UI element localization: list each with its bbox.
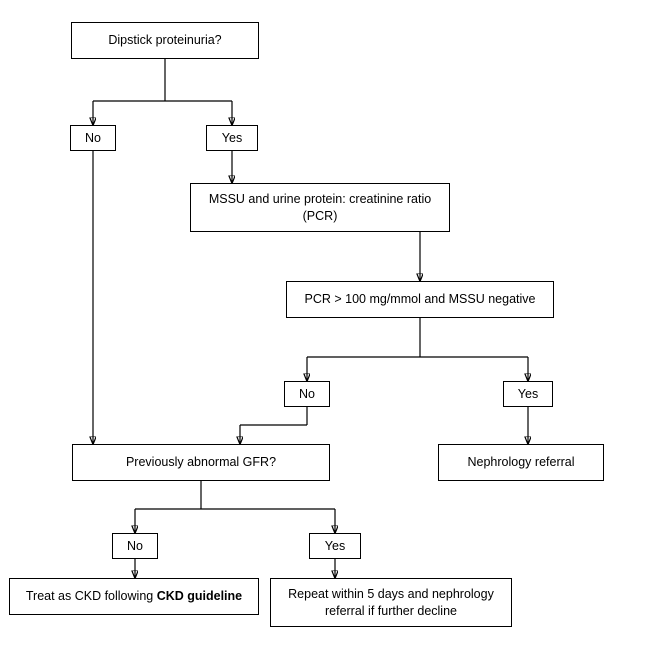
node-label: Yes: [517, 386, 539, 401]
node-label: MSSU and urine protein: creatinine ratio (PCR): [208, 191, 432, 223]
node-gfr-yes[interactable]: [309, 533, 361, 559]
node-label: No: [299, 386, 315, 401]
node-dipstick-no[interactable]: [70, 125, 116, 151]
node-label: Yes: [221, 130, 243, 145]
node-label-prefix: Treat as CKD following: [25, 589, 157, 604]
node-label: Nephrology referral: [467, 455, 575, 470]
node-label: PCR > 100 mg/mmol and MSSU negative: [304, 292, 536, 307]
node-repeat-within-5-days[interactable]: [270, 578, 512, 627]
node-treat-as-ckd[interactable]: [9, 578, 259, 615]
node-label: Repeat within 5 days and nephrology referral if further decline: [288, 586, 494, 618]
node-mssu-pcr[interactable]: [190, 183, 450, 232]
node-label: No: [127, 538, 143, 553]
node-dipstick-yes[interactable]: [206, 125, 258, 151]
node-pcr-no[interactable]: [284, 381, 330, 407]
node-label: No: [85, 130, 101, 145]
node-label: Yes: [324, 538, 346, 553]
node-label: Dipstick proteinuria?: [108, 33, 222, 48]
node-gfr-no[interactable]: [112, 533, 158, 559]
node-pcr-yes[interactable]: [503, 381, 553, 407]
node-previously-abnormal-gfr[interactable]: [72, 444, 330, 481]
node-dipstick-proteinuria[interactable]: [71, 22, 259, 59]
node-label: Previously abnormal GFR?: [125, 455, 277, 470]
node-pcr-threshold[interactable]: [286, 281, 554, 318]
ckd-guideline-link[interactable]: CKD guideline: [156, 589, 243, 604]
node-nephrology-referral[interactable]: [438, 444, 604, 481]
